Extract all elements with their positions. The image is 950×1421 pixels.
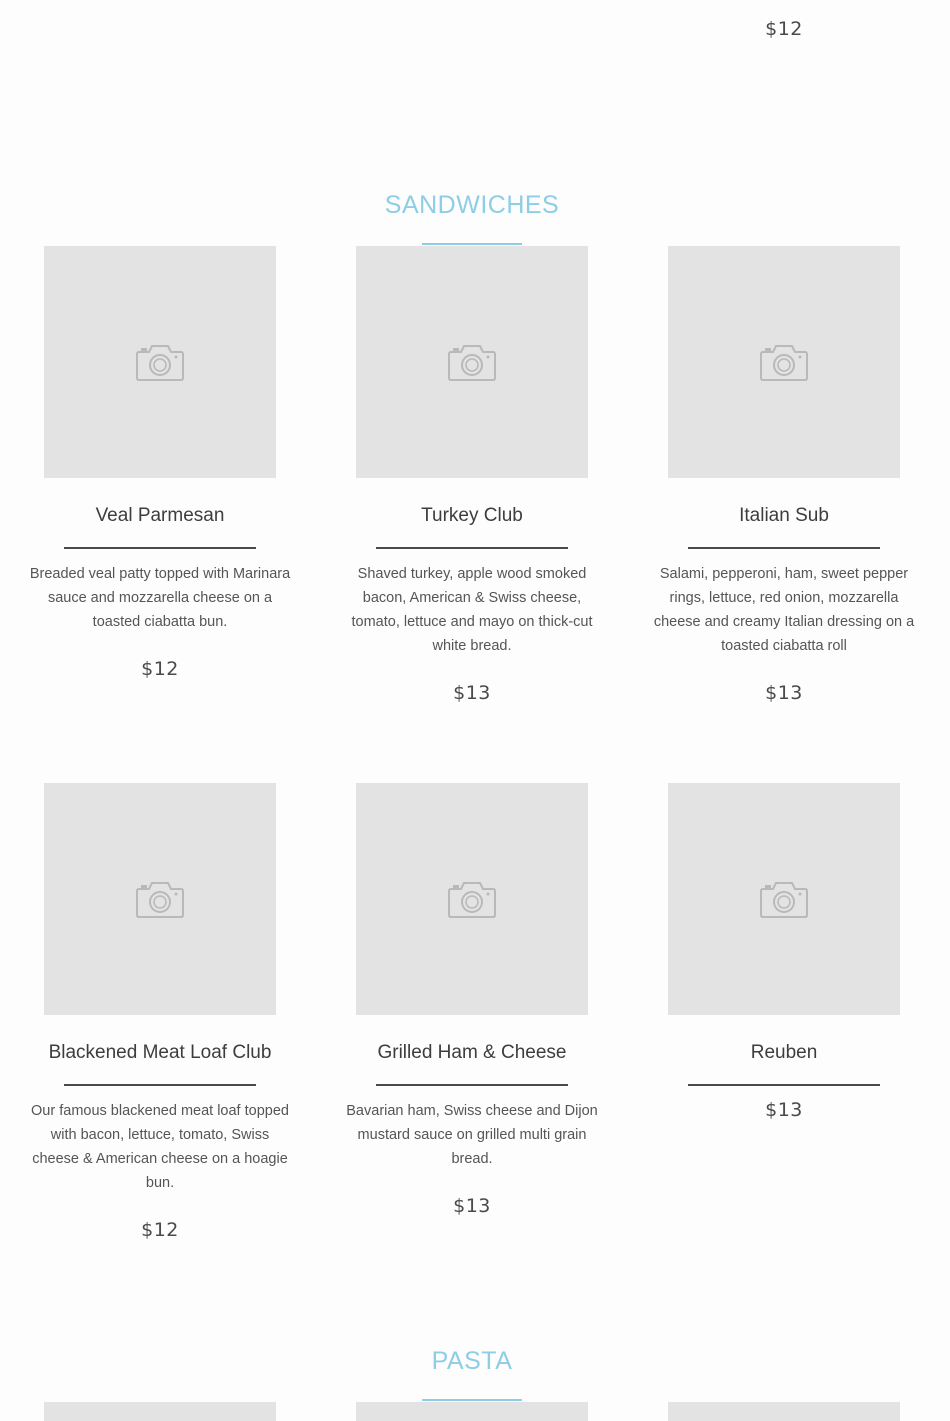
item-divider (64, 547, 256, 549)
item-divider (688, 1084, 880, 1086)
item-price: $12 (141, 658, 179, 680)
item-photo-placeholder (668, 246, 900, 478)
item-description: Bavarian ham, Swiss cheese and Dijon mustard sauce on grilled multi grain bread. (346, 1103, 598, 1167)
item-divider (688, 547, 880, 549)
item-name: Italian Sub (739, 505, 829, 526)
section-title-underline (422, 1399, 522, 1401)
item-description: Our famous blackened meat loaf topped with bacon, lettuce, tomato, Swiss cheese & American cheese on a hoagie bun. (31, 1103, 289, 1191)
item-name: Reuben (750, 1042, 818, 1063)
item-photo-placeholder (356, 783, 588, 1015)
item-price: $13 (765, 682, 803, 704)
item-description: Shaved turkey, apple wood smoked bacon, American & Swiss cheese, tomato, lettuce and mayo on thick-cut white bread. (351, 566, 593, 654)
item-price: $13 (453, 1195, 491, 1217)
item-divider (376, 547, 568, 549)
camera-icon (135, 342, 185, 382)
item-photo-placeholder (44, 783, 276, 1015)
item-photo-placeholder (44, 1402, 276, 1421)
item-price: $13 (453, 682, 491, 704)
camera-icon (135, 879, 185, 919)
item-divider (376, 1084, 568, 1086)
item-name: Veal Parmesan (95, 505, 225, 526)
camera-icon (759, 879, 809, 919)
camera-icon (759, 342, 809, 382)
item-photo-placeholder (668, 1402, 900, 1421)
item-name: Grilled Ham & Cheese (377, 1042, 567, 1063)
item-divider (64, 1084, 256, 1086)
item-photo-placeholder (356, 246, 588, 478)
section-title-sandwiches: SANDWICHES (384, 191, 560, 219)
item-price: $12 (765, 18, 803, 40)
camera-icon (447, 879, 497, 919)
item-description: Salami, pepperoni, ham, sweet pepper rings, lettuce, red onion, mozzarella cheese and creamy Italian dressing on a toasted ciabatta roll (653, 566, 915, 654)
item-photo-placeholder (668, 783, 900, 1015)
item-name: Blackened Meat Loaf Club (48, 1042, 272, 1063)
camera-icon (447, 342, 497, 382)
item-price: $13 (765, 1099, 803, 1121)
item-price: $12 (141, 1219, 179, 1241)
item-description: Breaded veal patty topped with Marinara sauce and mozzarella cheese on a toasted ciabatta bun. (29, 566, 291, 630)
item-name: Turkey Club (421, 505, 523, 526)
section-title-pasta: PASTA (431, 1347, 513, 1375)
item-photo-placeholder (44, 246, 276, 478)
item-photo-placeholder (356, 1402, 588, 1421)
section-title-underline (422, 243, 522, 245)
